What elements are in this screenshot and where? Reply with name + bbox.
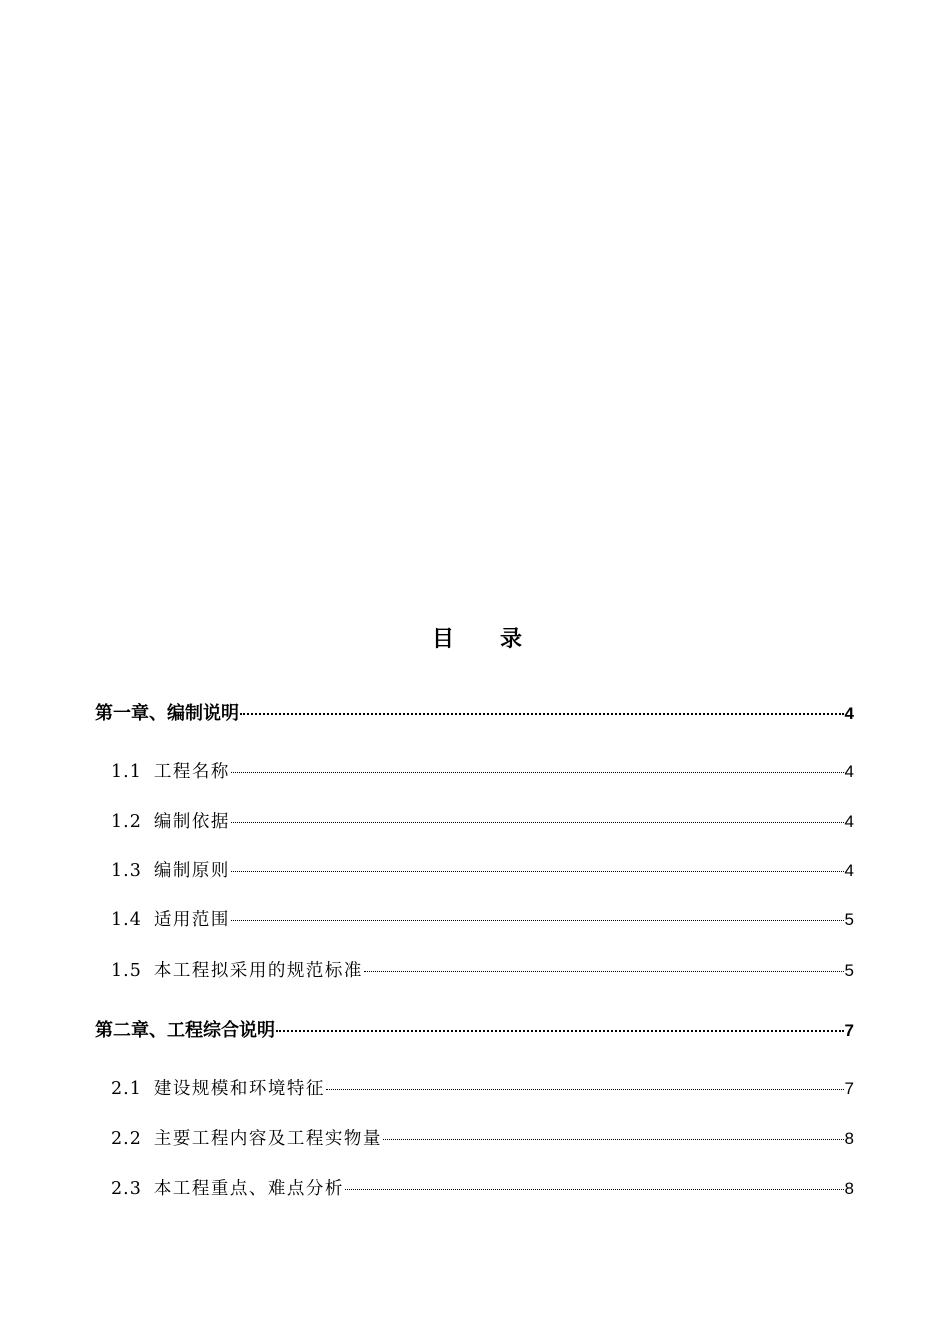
toc-page-number: 8	[844, 1179, 854, 1198]
toc-entry-label	[111, 857, 230, 885]
toc-entry-chapter-1[interactable]	[95, 700, 854, 728]
toc-entry-section-1-3[interactable]	[111, 857, 854, 885]
toc-entry-label	[111, 906, 230, 934]
toc-page-number: 4	[844, 812, 854, 831]
toc-section-number: 1.1	[111, 762, 142, 782]
toc-entry-chapter-2[interactable]	[95, 1017, 854, 1045]
toc-entry-label: 第一章、编制说明	[95, 703, 239, 724]
toc-dot-leader	[231, 920, 844, 921]
toc-dot-leader	[231, 871, 844, 872]
toc-entry-section-2-3[interactable]	[111, 1175, 854, 1203]
toc-section-text: 编制原则	[153, 861, 230, 881]
toc-section-text: 适用范围	[153, 910, 230, 930]
toc-dot-leader	[364, 971, 844, 972]
toc-section-number: 1.4	[111, 910, 142, 930]
toc-section-text: 本工程重点、难点分析	[153, 1179, 344, 1199]
toc-section-number: 2.3	[111, 1179, 142, 1199]
toc-page-number: 7	[844, 1079, 854, 1098]
toc-entry-section-2-1[interactable]	[111, 1075, 854, 1103]
toc-section-text: 工程名称	[153, 762, 230, 782]
toc-section-text: 本工程拟采用的规范标准	[153, 961, 363, 981]
toc-page-number: 4	[844, 861, 854, 880]
toc-dot-leader	[345, 1189, 844, 1190]
toc-entry-section-1-5[interactable]	[111, 957, 854, 985]
toc-page-number: 7	[844, 1021, 854, 1040]
toc-entry-label	[111, 1075, 325, 1103]
toc-page-number: 5	[844, 961, 854, 980]
toc-dot-leader	[383, 1139, 844, 1140]
toc-dot-leader	[231, 822, 844, 823]
toc-section-number: 1.5	[111, 961, 142, 981]
toc-entry-section-2-2[interactable]	[111, 1125, 854, 1153]
toc-entry-label	[111, 1175, 344, 1203]
toc-entry-label	[111, 758, 230, 786]
toc-entry-section-1-2[interactable]	[111, 808, 854, 836]
toc-section-text: 建设规模和环境特征	[153, 1079, 325, 1099]
toc-dot-leader	[276, 1030, 844, 1032]
toc-entry-section-1-4[interactable]	[111, 906, 854, 934]
toc-section-number: 1.3	[111, 861, 142, 881]
toc-entry-label	[111, 808, 230, 836]
toc-page-number: 4	[844, 762, 854, 781]
toc-page-number: 4	[844, 704, 854, 723]
toc-entry-label	[111, 1125, 382, 1153]
toc-entry-label: 第二章、工程综合说明	[95, 1020, 275, 1041]
toc-dot-leader	[240, 713, 844, 715]
toc-dot-leader	[231, 772, 844, 773]
toc-entry-section-1-1[interactable]	[111, 758, 854, 786]
toc-page-number: 5	[844, 910, 854, 929]
toc-page-number: 8	[844, 1129, 854, 1148]
toc-dot-leader	[326, 1089, 844, 1090]
toc-section-number: 1.2	[111, 812, 142, 832]
toc-section-number: 2.1	[111, 1079, 142, 1099]
toc-section-text: 主要工程内容及工程实物量	[153, 1129, 382, 1149]
toc-section-text: 编制依据	[153, 812, 230, 832]
toc-title: 目录	[431, 627, 568, 652]
toc-entry-label	[111, 957, 363, 985]
toc-section-number: 2.2	[111, 1129, 142, 1149]
